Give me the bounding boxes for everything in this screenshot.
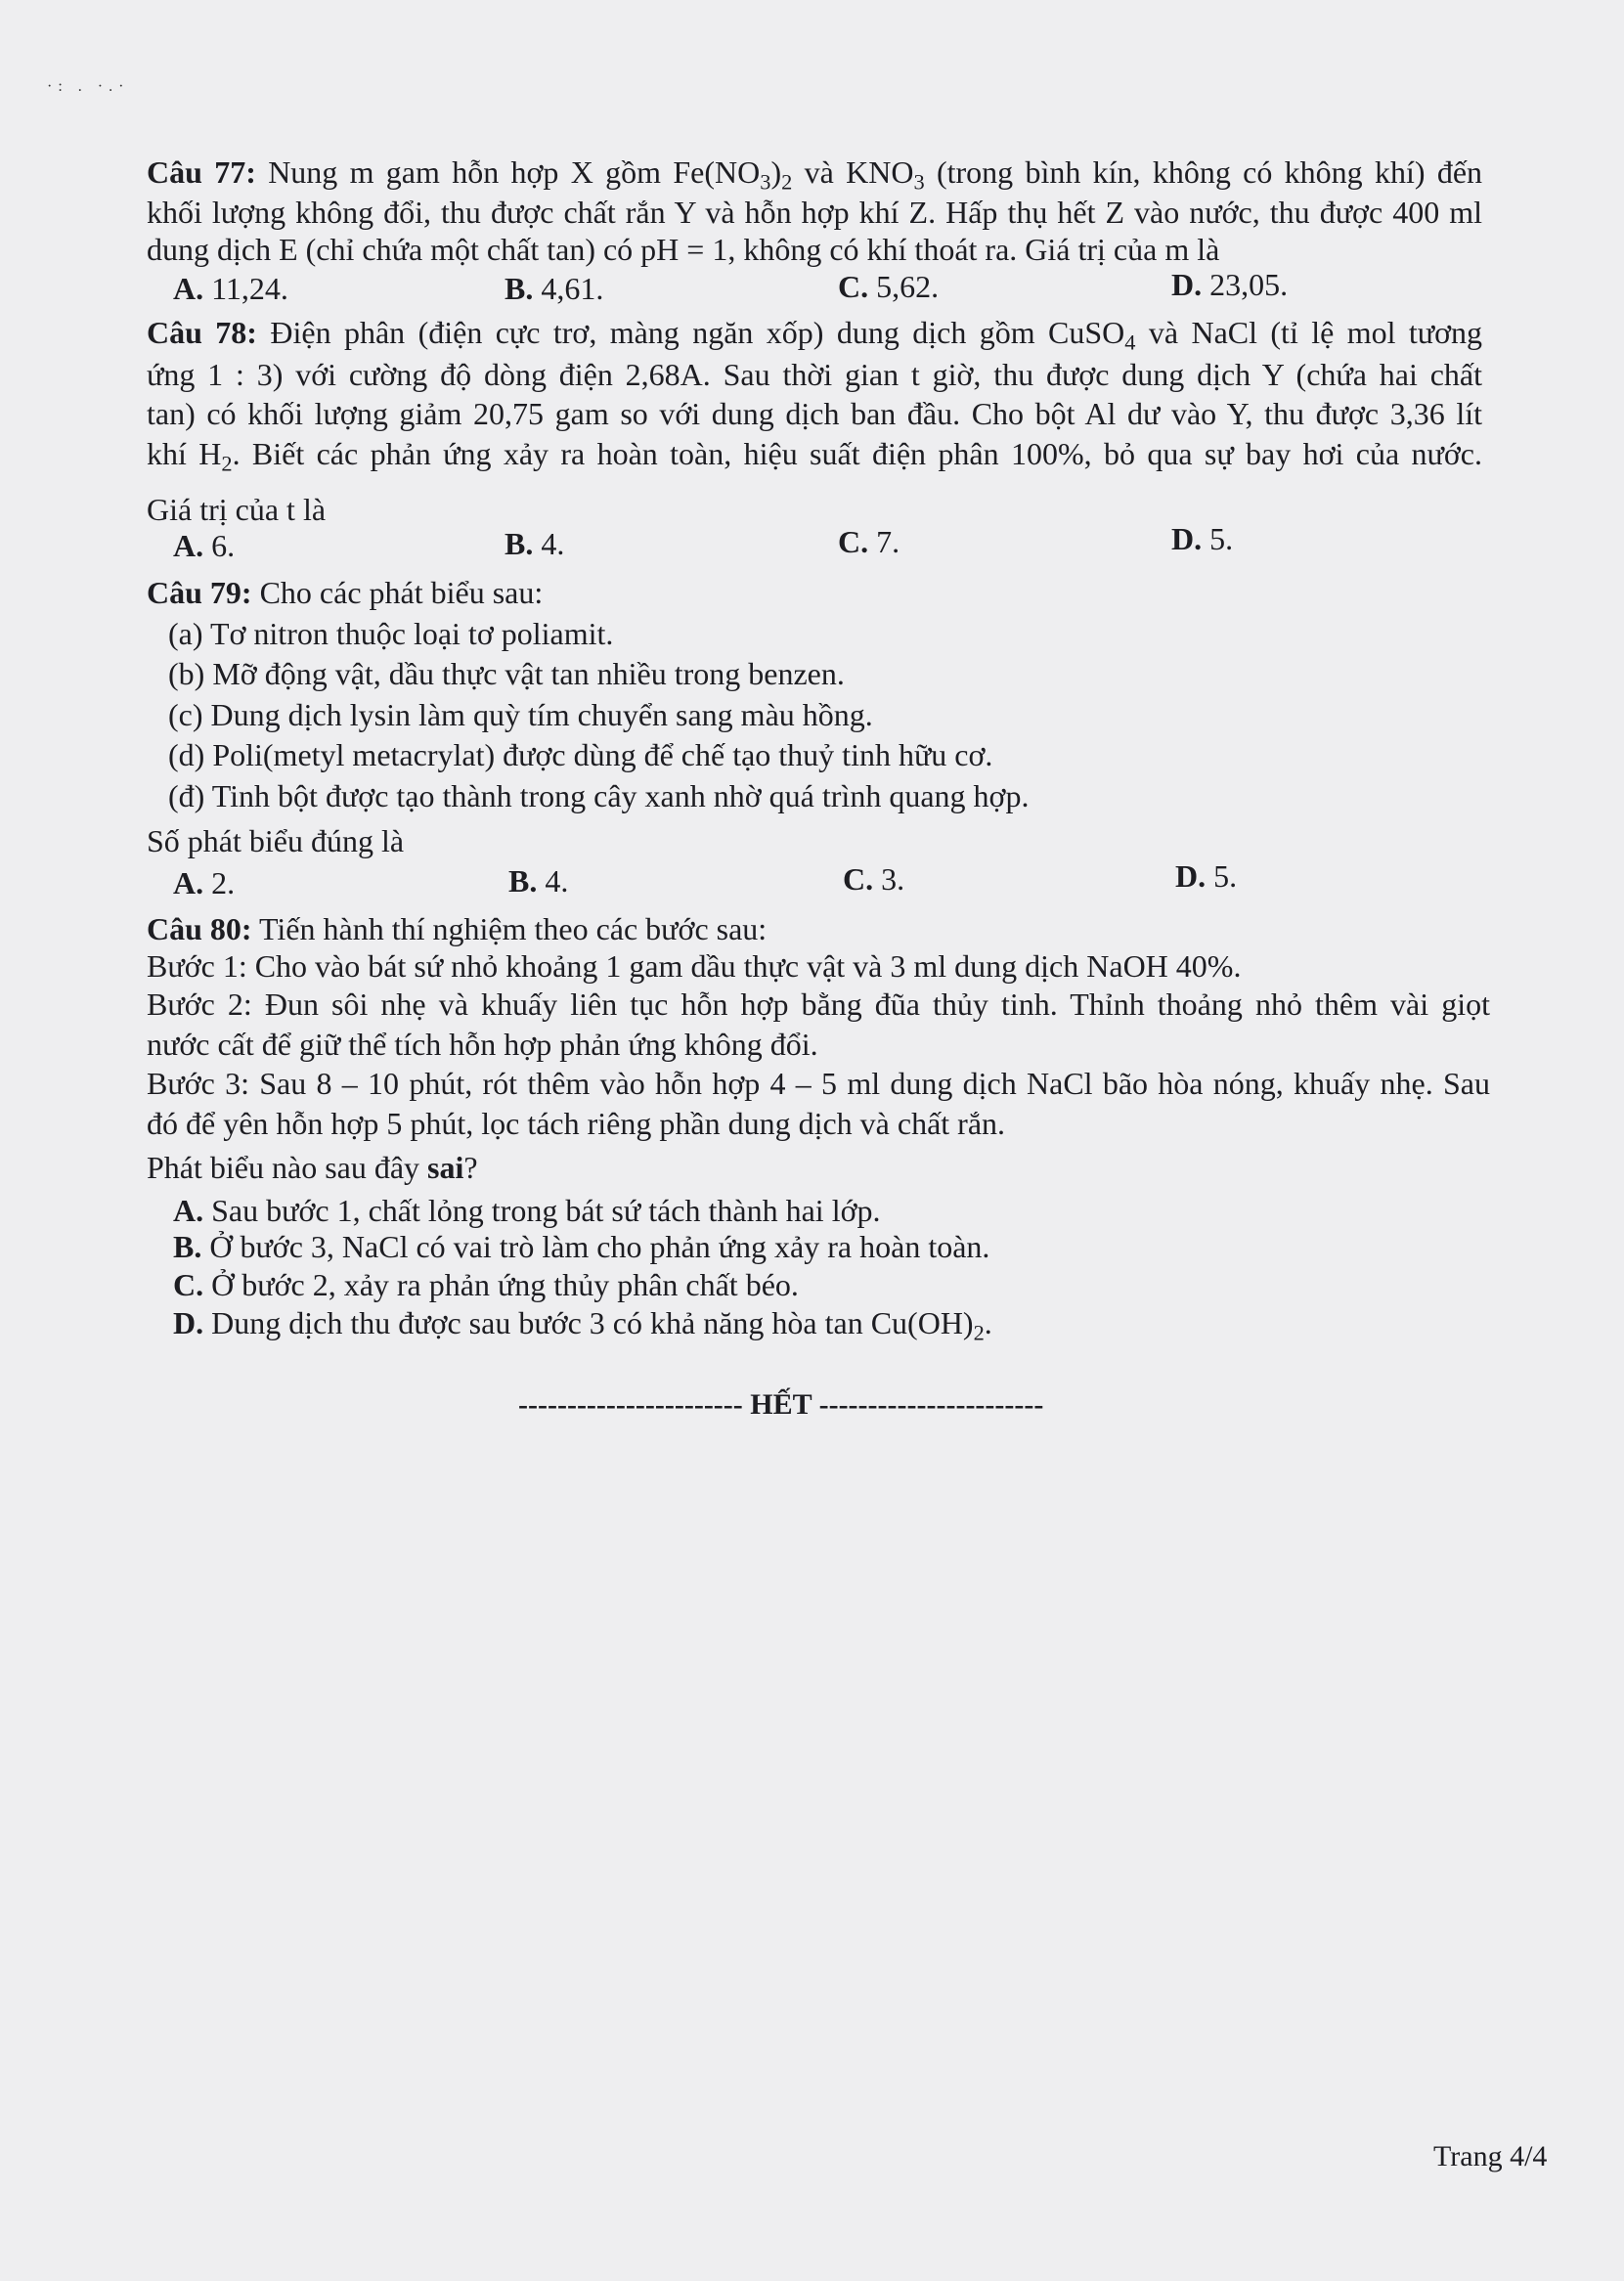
q80-step-2b: nước cất để giữ thể tích hỗn hợp phản ứng không đổi. xyxy=(147,1027,818,1062)
scan-specks: ·: . ·.· xyxy=(47,78,130,95)
q77-option-d: D. 23,05. xyxy=(1171,267,1289,302)
q78-option-d: D. 5. xyxy=(1171,521,1234,556)
q80-option-b: B. Ở bước 3, NaCl có vai trò làm cho phản ứng xảy ra hoàn toàn. xyxy=(173,1229,990,1264)
q79-statement-dd: (đ) Tinh bột được tạo thành trong cây xanh nhờ quá trình quang hợp. xyxy=(168,778,1030,813)
q79-option-a: A. 2. xyxy=(173,865,236,900)
q79-question: Số phát biểu đúng là xyxy=(147,823,405,858)
q78-line-1: Câu 78: Điện phân (điện cực trơ, màng ngăn xốp) dung dịch gồm CuSO$_4$ và NaCl (tỉ lệ mol tương xyxy=(147,315,1483,355)
q80-step-3b: đó để yên hỗn hợp 5 phút, lọc tách riêng phần dung dịch và chất rắn. xyxy=(147,1106,1006,1141)
q78-label: Câu 78: xyxy=(147,315,257,350)
q78-option-b: B. 4. xyxy=(505,526,565,561)
q77-option-a: A. 11,24. xyxy=(173,271,288,306)
q80-label: Câu 80: xyxy=(147,911,252,946)
q80-option-d: D. Dung dịch thu được sau bước 3 có khả năng hòa $\tan Cu(OH)_2$. xyxy=(173,1305,992,1345)
q79-intro: Câu 79: Cho các phát biểu sau: xyxy=(147,575,544,610)
q79-label: Câu 79: xyxy=(147,575,252,610)
q78-option-a: A. 6. xyxy=(173,528,236,563)
q79-statement-c: (c) Dung dịch lysin làm quỳ tím chuyển sang màu hồng. xyxy=(168,697,873,732)
q79-statement-d: (d) Poli(metyl metacrylat) được dùng để chế tạo thuỷ tinh hữu cơ. xyxy=(168,737,993,772)
q78-line-5: Giá trị của t là xyxy=(147,492,327,527)
q77-option-b: B. 4,61. xyxy=(505,271,604,306)
q79-option-d: D. 5. xyxy=(1175,858,1238,894)
q80-question: Phát biểu nào sau đây sai? xyxy=(147,1150,478,1185)
end-marker: ----------------------- HẾT ----------------------- xyxy=(518,1388,1044,1421)
q80-step-3a: Bước 3: Sau 8 – 10 phút, rót thêm vào hỗn hợp 4 – 5 ml dung dịch NaCl bão hòa nóng, khuấy nhẹ. Sau xyxy=(147,1066,1490,1101)
q77-label: Câu 77: xyxy=(147,154,256,190)
q77-line-3: dung dịch E (chỉ chứa một chất tan) có pH = 1, không có khí thoát ra. Giá trị của m là xyxy=(147,232,1220,267)
q79-option-c: C. 3. xyxy=(843,861,905,897)
q78-option-c: C. 7. xyxy=(838,524,900,559)
q78-line-3: tan) có khối lượng giảm 20,75 gam so với dung dịch ban đầu. Cho bột Al dư vào Y, thu được 3,36 lít xyxy=(147,396,1482,431)
q80-step-1: Bước 1: Cho vào bát sứ nhỏ khoảng 1 gam dầu thực vật và 3 ml dung dịch NaOH 40%. xyxy=(147,948,1242,984)
q80-option-a: A. Sau bước 1, chất lỏng trong bát sứ tách thành hai lớp. xyxy=(173,1193,881,1228)
q77-option-c: C. 5,62. xyxy=(838,269,940,304)
q80-step-2a: Bước 2: Đun sôi nhẹ và khuấy liên tục hỗn hợp bằng đũa thủy tinh. Thỉnh thoảng nhỏ thêm vài giọt xyxy=(147,987,1490,1022)
q78-line-4: khí $H_2$. Biết các phản ứng xảy ra hoàn toàn, hiệu suất điện phân 100%, bỏ qua sự bay hơi của nước. xyxy=(147,436,1483,476)
q79-statement-b: (b) Mỡ động vật, dầu thực vật tan nhiều trong benzen. xyxy=(168,656,845,691)
page-number: Trang 4/4 xyxy=(1433,2140,1548,2172)
q77-line-1: Câu 77: Nung m gam hỗn hợp X gồm $Fe(NO_3)_2$ và $KNO_3$ (trong bình kín, không có không khí) đến xyxy=(147,154,1483,195)
q80-option-c: C. Ở bước 2, xảy ra phản ứng thủy phân chất béo. xyxy=(173,1267,799,1302)
q79-option-b: B. 4. xyxy=(508,863,569,899)
q78-line-2: ứng 1 : 3) với cường độ dòng điện 2,68A. Sau thời gian t giờ, thu được dung dịch Y (chứa hai chất xyxy=(147,357,1482,392)
q79-statement-a: (a) Tơ nitron thuộc loại tơ poliamit. xyxy=(168,616,614,651)
q77-line-2: khối lượng không đổi, thu được chất rắn Y và hỗn hợp khí Z. Hấp thụ hết Z vào nước, thu được 400 ml xyxy=(147,195,1482,230)
q80-intro: Câu 80: Tiến hành thí nghiệm theo các bước sau: xyxy=(147,911,768,946)
